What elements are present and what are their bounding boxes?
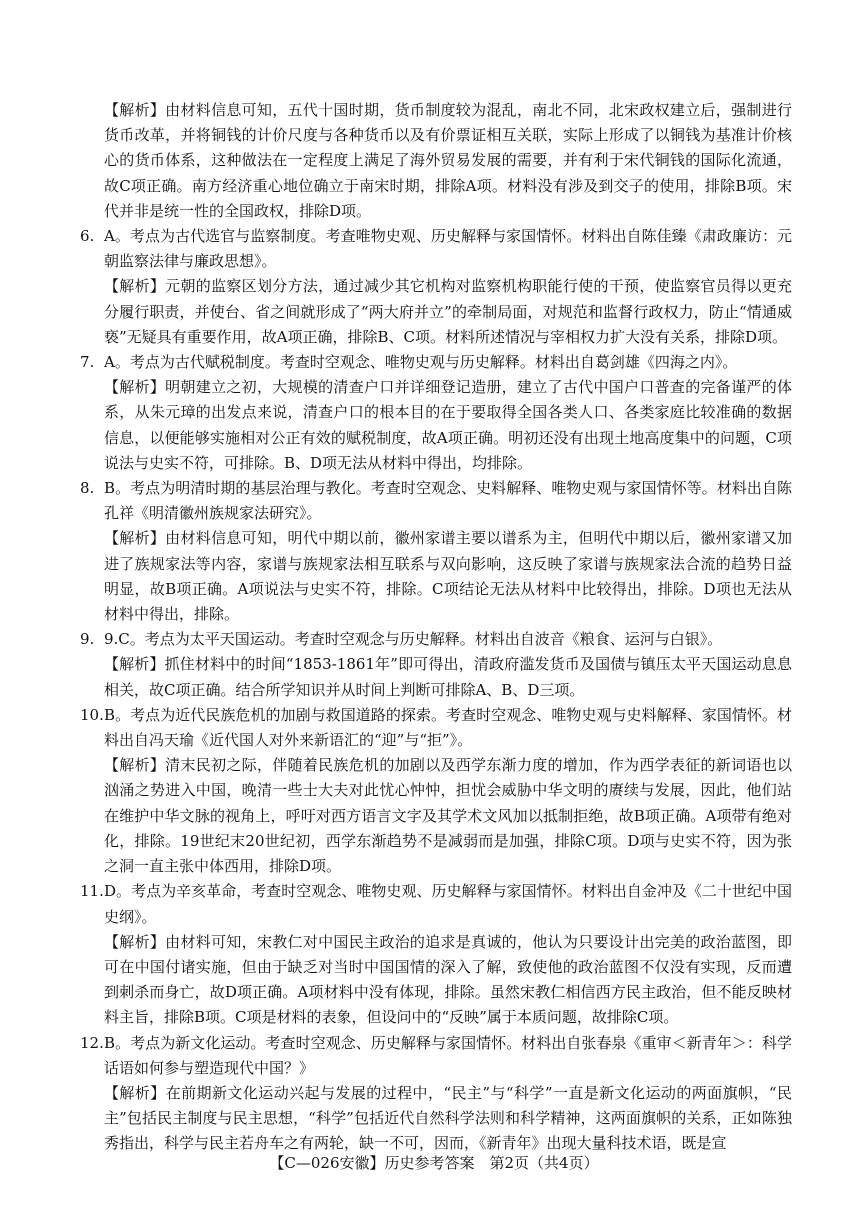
analysis-paragraph: 【解析】明朝建立之初，大规模的清查户口并详细登记造册，建立了古代中国户口普查的完备谨严的体系，从朱元璋的出发点来说，清查户口的根本目的在于要取得全国各类人口、各类家庭比较准确的数据信息，以便能够实施相对公正有效的赋税制度，故A项正确。明初还没有出现土地高度集中的问题，C项说法与史实不符，可排除。B、D项无法从材料中得出，均排除。 <box>104 378 792 472</box>
item-number: 6. <box>80 227 95 246</box>
answer-line: B。考点为新文化运动。考查时空观念、历史解释与家国情怀。材料出自张春泉《重审＜新青年＞：科学话语如何参与塑造现代中国？》 <box>104 1033 792 1077</box>
answer-item-12 <box>80 1031 792 1157</box>
answer-item-9 <box>80 627 792 703</box>
analysis-paragraph: 【解析】在前期新文化运动兴起与发展的过程中，“民主”与“科学”一直是新文化运动的两面旗帜，“民主”包括民主制度与民主思想，“科学”包括近代自然科学法则和科学精神，这两面旗帜的关系，正如陈独秀指出，科学与民主若舟车之有两轮，缺一不可，因而，《新青年》出现大量科技术语，既是宣 <box>104 1083 792 1153</box>
item-number: 10. <box>80 705 104 724</box>
answer-item-6 <box>80 224 792 350</box>
item-number: 9. <box>80 630 95 649</box>
answer-line: A。考点为古代赋税制度。考查时空观念、唯物史观与历史解释。材料出自葛剑雄《四海之内》。 <box>104 353 738 372</box>
item-number: 7. <box>80 353 95 372</box>
answer-line: B。考点为近代民族危机的加剧与救国道路的探索。考查时空观念、唯物史观与史料解释、家国情怀。材料出自冯天瑜《近代国人对外来新语汇的“迎”与“拒”》。 <box>104 705 792 750</box>
answer-item-10 <box>80 703 792 879</box>
analysis-paragraph: 【解析】抓住材料中的时间“1853-1861年”即可得出，清政府滥发货币及国债与镇压太平天国运动息息相关，故C项正确。结合所学知识并从时间上判断可排除A、B、D三项。 <box>104 655 792 699</box>
analysis-paragraph: 【解析】由材料信息可知，五代十国时期，货币制度较为混乱，南北不同，北宋政权建立后，强制进行货币改革，并将铜钱的计价尺度与各种货币以及有价票证相互关联，实际上形成了以铜钱为基准计价核心的货币体系，这种做法在一定程度上满足了海外贸易发展的需要，并有利于宋代铜钱的国际化流通，故C项正确。南方经济重心地位确立于南宋时期，排除A项。材料没有涉及到交子的使用，排除B项。宋代并非是统一性的全国政权，排除D项。 <box>104 101 792 220</box>
answer-line: A。考点为古代选官与监察制度。考查唯物史观、历史解释与家国情怀。材料出自陈佳臻《肃政廉访：元朝监察法律与廉政思想》。 <box>104 227 792 271</box>
item-number: 8. <box>80 479 95 498</box>
answer-item-7 <box>80 350 792 476</box>
answer-line: D。考点为辛亥革命，考查时空观念、唯物史观、历史解释与家国情怀。材料出自金冲及《二十世纪中国史纲》。 <box>104 882 792 926</box>
answer-item-8 <box>80 476 792 627</box>
analysis-paragraph: 【解析】清末民初之际，伴随着民族危机的加剧以及西学东渐力度的增加，作为西学表征的新词语也以汹涌之势进入中国，晚清一些士大夫对此忧心忡忡，担忧会威胁中华文明的赓续与发展，因此，他们站在维护中华文脉的视角上，呼吁对西方语言文字及其学术文风加以抵制拒绝，故B项正确。A项带有绝对化，排除。19世纪末20世纪初，西学东渐趋势不是减弱而是加强，排除C项。D项与史实不符，因为张之洞一直主张中体西用，排除D项。 <box>104 756 792 876</box>
analysis-paragraph: 【解析】由材料可知，宋教仁对中国民主政治的追求是真诚的，他认为只要设计出完美的政治蓝图，即可在中国付诸实施，但由于缺乏对当时中国国情的深入了解，致使他的政治蓝图不仅没有实现，反而遭到刺杀而身亡，故D项正确。A项材料中没有体现，排除。虽然宋教仁相信西方民主政治，但不能反映材料主旨，排除B项。C项是材料的表象，但设问中的“反映”属于本质问题，故排除C项。 <box>104 932 792 1027</box>
answer-line: 9.C。考点为太平天国运动。考查时空观念与历史解释。材料出自波音《粮食、运河与白银》。 <box>104 630 723 649</box>
answer-document <box>80 98 792 1157</box>
analysis-paragraph: 【解析】由材料信息可知，明代中期以前，徽州家谱主要以谱系为主，但明代中期以后，徽州家谱又加进了族规家法等内容，家谱与族规家法相互联系与双向影响，这反映了家谱与族规家法合流的趋势日益明显，故B项正确。A项说法与史实不符，排除。C项结论无法从材料中比较得出，排除。D项也无法从材料中得出，排除。 <box>104 529 792 624</box>
item-number: 12. <box>80 1033 104 1052</box>
analysis-paragraph: 【解析】元朝的监察区划分方法，通过减少其它机构对监察机构职能行使的干预，使监察官员得以更充分履行职责，并使台、省之间就形成了“两大府并立”的牵制局面，对规范和监督行政权力，防止“情通威亵”无疑具有重要作用，故A项正确，排除B、C项。材料所述情况与宰相权力扩大没有关系，排除D项。 <box>104 277 792 346</box>
page-footer: 【C—026安徽】历史参考答案 第2页（共4页） <box>269 1154 599 1172</box>
answer-item-11 <box>80 879 792 1030</box>
item-number: 11. <box>80 882 104 901</box>
answer-line: B。考点为明清时期的基层治理与教化。考查时空观念、史料解释、唯物史观与家国情怀等。材料出自陈孔祥《明清徽州族规家法研究》。 <box>104 479 792 523</box>
